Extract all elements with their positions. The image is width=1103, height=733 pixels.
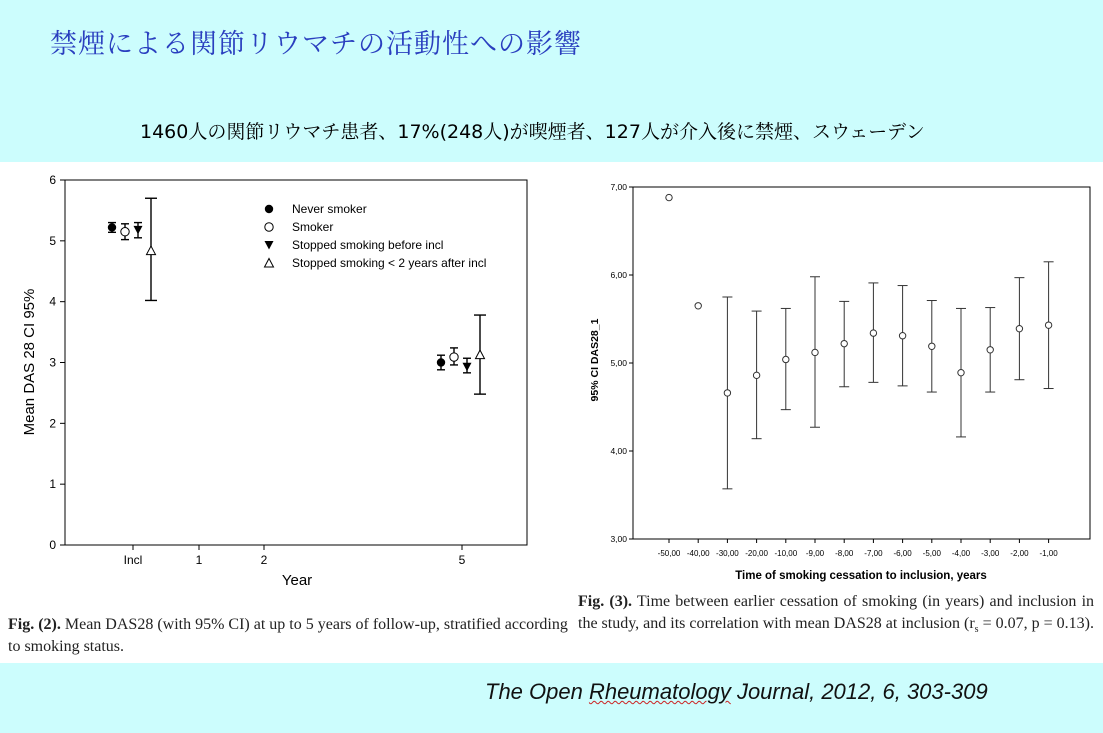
fig3-caption-label: Fig. (3). (578, 593, 633, 610)
fig2-point (476, 350, 485, 359)
fig3-xtick-label: -50,00 (657, 549, 681, 558)
fig3-xtick-label: -6,00 (893, 549, 912, 558)
fig3-point (929, 343, 935, 349)
fig2-legend-label: Smoker (292, 220, 334, 234)
fig3-xtick-label: -1,00 (1039, 549, 1058, 558)
fig2-ytick-label: 4 (49, 294, 56, 309)
fig3-point (899, 333, 905, 339)
fig3-caption (578, 591, 1094, 641)
fig3-xtick-label: -4,00 (951, 549, 971, 558)
fig3-xtick-label: -2,00 (1010, 549, 1029, 558)
fig3-point (1016, 325, 1022, 331)
fig3-point (987, 347, 993, 353)
fig2-ytick-label: 3 (49, 355, 56, 370)
fig3-ylabel: 95% CI DAS28_1 (589, 318, 601, 402)
fig2-xtick-label: Incl (123, 553, 143, 567)
fig3-ytick-label: 6,00 (610, 270, 627, 280)
fig3-xtick-label: -3,00 (981, 549, 1000, 558)
fig3-plot-frame (633, 187, 1090, 539)
fig2-point (134, 226, 143, 235)
fig3-ytick-label: 7,00 (610, 182, 627, 192)
fig2-legend-label: Stopped smoking < 2 years after incl (292, 256, 487, 270)
fig2-point (437, 358, 445, 366)
fig2-legend-marker (265, 259, 274, 268)
citation-part3: Journal, 2012, 6, 303-309 (730, 679, 988, 704)
fig3-caption-text: Time between earlier cessation of smoking (in years) and inclusion in the study, and its correlation with mean DAS28 at inclusion (r (578, 593, 1095, 632)
fig2-point (147, 246, 156, 255)
fig2-ytick-label: 6 (49, 173, 56, 187)
fig2-chart (0, 165, 560, 605)
slide-title: 禁煙による関節リウマチの活動性への影響 (50, 29, 582, 60)
fig3-point (753, 372, 759, 378)
fig2-point (108, 223, 116, 231)
fig3-point (1045, 322, 1051, 328)
fig3-point (666, 194, 672, 200)
fig3-xlabel: Time of smoking cessation to inclusion, years (735, 570, 987, 582)
fig3-point (812, 349, 818, 355)
fig3-point (695, 303, 701, 309)
fig3-ytick-label: 5,00 (610, 358, 627, 368)
fig2-xtick-label: 1 (195, 553, 203, 567)
fig2-ytick-label: 0 (49, 538, 56, 552)
fig3-xtick-label: -10,00 (774, 549, 798, 558)
fig2-point (463, 363, 472, 372)
fig3-point (841, 340, 847, 346)
fig2-caption-label: Fig. (2). (8, 616, 61, 633)
fig3-point (783, 356, 789, 362)
fig3-chart (573, 165, 1103, 585)
fig2-caption (8, 614, 576, 658)
fig2-ytick-label: 1 (49, 477, 56, 492)
fig2-legend-label: Stopped smoking before incl (292, 238, 444, 252)
fig3-xtick-label: -8,00 (835, 549, 854, 558)
fig3-xtick-label: -20,00 (745, 549, 768, 558)
fig2-xtick-label: 5 (458, 553, 466, 567)
fig3-xtick-label: -30,00 (716, 549, 739, 558)
fig2-point (121, 228, 129, 236)
fig2-plot-frame (65, 180, 527, 545)
fig3-xtick-label: -5,00 (922, 549, 941, 558)
fig3-ytick-label: 4,00 (610, 446, 627, 456)
fig3-point (870, 330, 876, 336)
fig2-caption-text: Mean DAS28 (with 95% CI) at up to 5 years of follow-up, stratified according to smoking status. (8, 616, 568, 655)
slide-subtitle: 1460人の関節リウマチ患者、17%(248人)が喫煙者、127人が介入後に禁煙、スウェーデン (140, 121, 925, 143)
fig2-ytick-label: 2 (49, 416, 56, 431)
citation-part1: The Open (485, 679, 589, 704)
fig3-xtick-label: -7,00 (864, 549, 883, 558)
fig2-legend-marker (265, 241, 274, 250)
fig3-caption-text-end: = 0.07, p = 0.13). (978, 615, 1094, 632)
fig2-ylabel: Mean DAS 28 CI 95% (21, 288, 38, 436)
fig3-point (724, 390, 730, 396)
fig2-legend-marker (265, 205, 273, 213)
fig3-ytick-label: 3,00 (610, 534, 627, 544)
fig3-point (958, 369, 964, 375)
citation-journal: Rheumatology (588, 679, 731, 704)
fig2-legend-marker (265, 223, 273, 231)
fig2-legend-label: Never smoker (292, 202, 367, 216)
fig3-caption-sub: s (974, 624, 979, 636)
citation (485, 679, 988, 705)
fig2-xtick-label: 2 (260, 553, 268, 567)
fig2-xlabel: Year (281, 572, 313, 589)
fig2-point (450, 353, 458, 361)
fig3-xtick-label: -40,00 (686, 549, 710, 558)
fig2-ytick-label: 5 (49, 233, 56, 248)
fig3-xtick-label: -9,00 (805, 549, 825, 558)
